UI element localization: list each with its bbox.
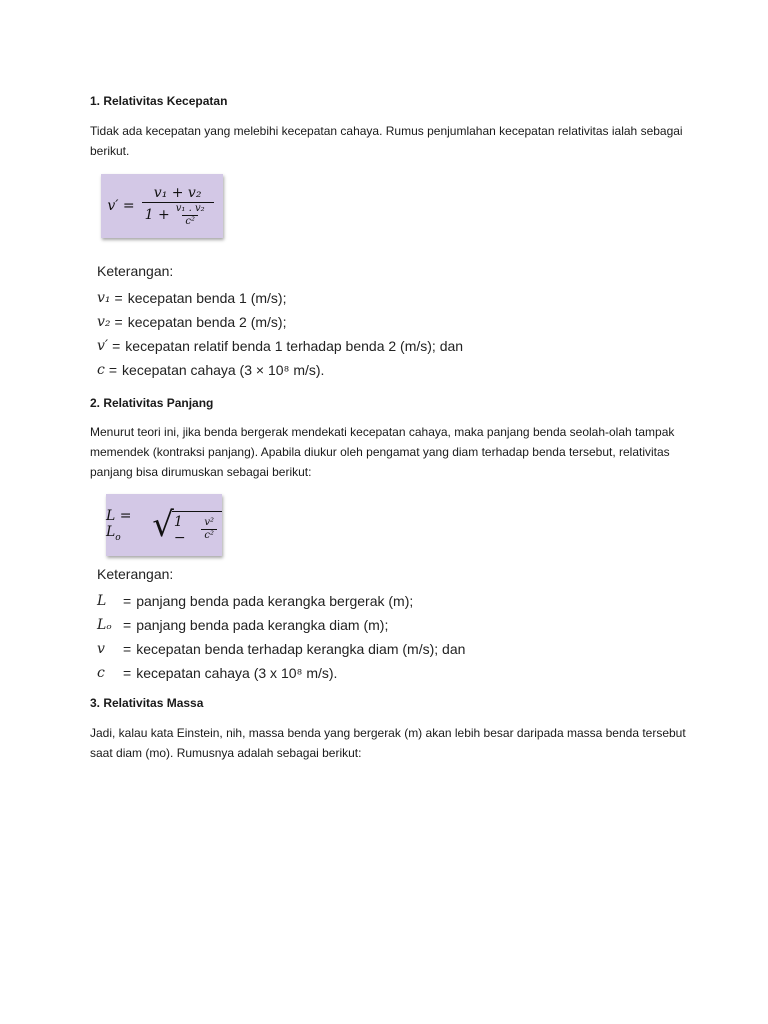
legend-title: Keterangan: — [97, 263, 174, 279]
legend-item: v = kecepatan benda terhadap kerangka diam (m/s); dan — [97, 641, 466, 657]
heading-relativitas-massa: 3. Relativitas Massa — [90, 696, 204, 710]
heading-relativitas-kecepatan: 1. Relativitas Kecepatan — [90, 94, 228, 108]
paragraph-panjang: Menurut teori ini, jika benda bergerak mendekati kecepatan cahaya, maka panjang benda seolah-olah tampak memendek (kontraksi panjang). Apabila diukur oleh pengamat yang diam terhadap benda tersebut, relativitas panjang bisa dirumuskan sebagai berikut: — [90, 425, 675, 479]
sqrt-icon: √ — [152, 504, 174, 545]
formula-kecepatan — [101, 174, 223, 238]
paragraph-massa: Jadi, kalau kata Einstein, nih, massa benda yang bergerak (m) akan lebih besar daripada massa benda tersebut saat diam (mo). Rumusnya adalah sebagai berikut: — [90, 726, 686, 760]
formula-inner-fraction — [173, 203, 208, 228]
legend-item: c = kecepatan cahaya (3 x 10⁸ m/s). — [97, 665, 338, 681]
formula-numerator: v₁ + v₂ — [153, 184, 202, 201]
heading-relativitas-panjang: 2. Relativitas Panjang — [90, 396, 214, 410]
legend-kecepatan — [97, 262, 463, 382]
legend-item: v₂ = kecepatan benda 2 (m/s); — [97, 314, 287, 330]
legend-panjang — [97, 565, 465, 685]
formula-fraction: $\frac{\text{v²}}{\text{c²}}$ — [201, 517, 217, 542]
legend-item: L = panjang benda pada kerangka bergerak (m); — [97, 593, 414, 609]
formula-lhs: v′ = — [107, 198, 135, 214]
legend-title: Keterangan: — [97, 566, 174, 582]
legend-item: v′ = kecepatan relatif benda 1 terhadap benda 2 (m/s); dan — [97, 338, 464, 354]
formula-panjang — [106, 494, 222, 556]
formula-sqrt — [152, 505, 222, 546]
formula-denominator-lead: 1 + — [144, 206, 170, 223]
legend-item: v₁ = kecepatan benda 1 (m/s); — [97, 290, 287, 306]
formula-inner-numerator: v₁ . v₂ — [175, 202, 205, 214]
formula-lhs: $L = L_o$ — [106, 507, 132, 543]
formula-inner-denominator: c² — [182, 215, 198, 228]
legend-item: c = kecepatan cahaya (3 × 10⁸ m/s). — [97, 362, 325, 378]
legend-item: Lₒ = panjang benda pada kerangka diam (m); — [97, 617, 389, 633]
formula-denominator — [142, 202, 214, 228]
formula-fraction — [142, 185, 214, 228]
paragraph-kecepatan: Tidak ada kecepatan yang melebihi kecepatan cahaya. Rumus penjumlahan kecepatan relativitas ialah sebagai berikut. — [90, 124, 683, 158]
formula-radicand: 1 − $\frac{\text{v²}}{\text{c²}}$ — [172, 511, 222, 546]
